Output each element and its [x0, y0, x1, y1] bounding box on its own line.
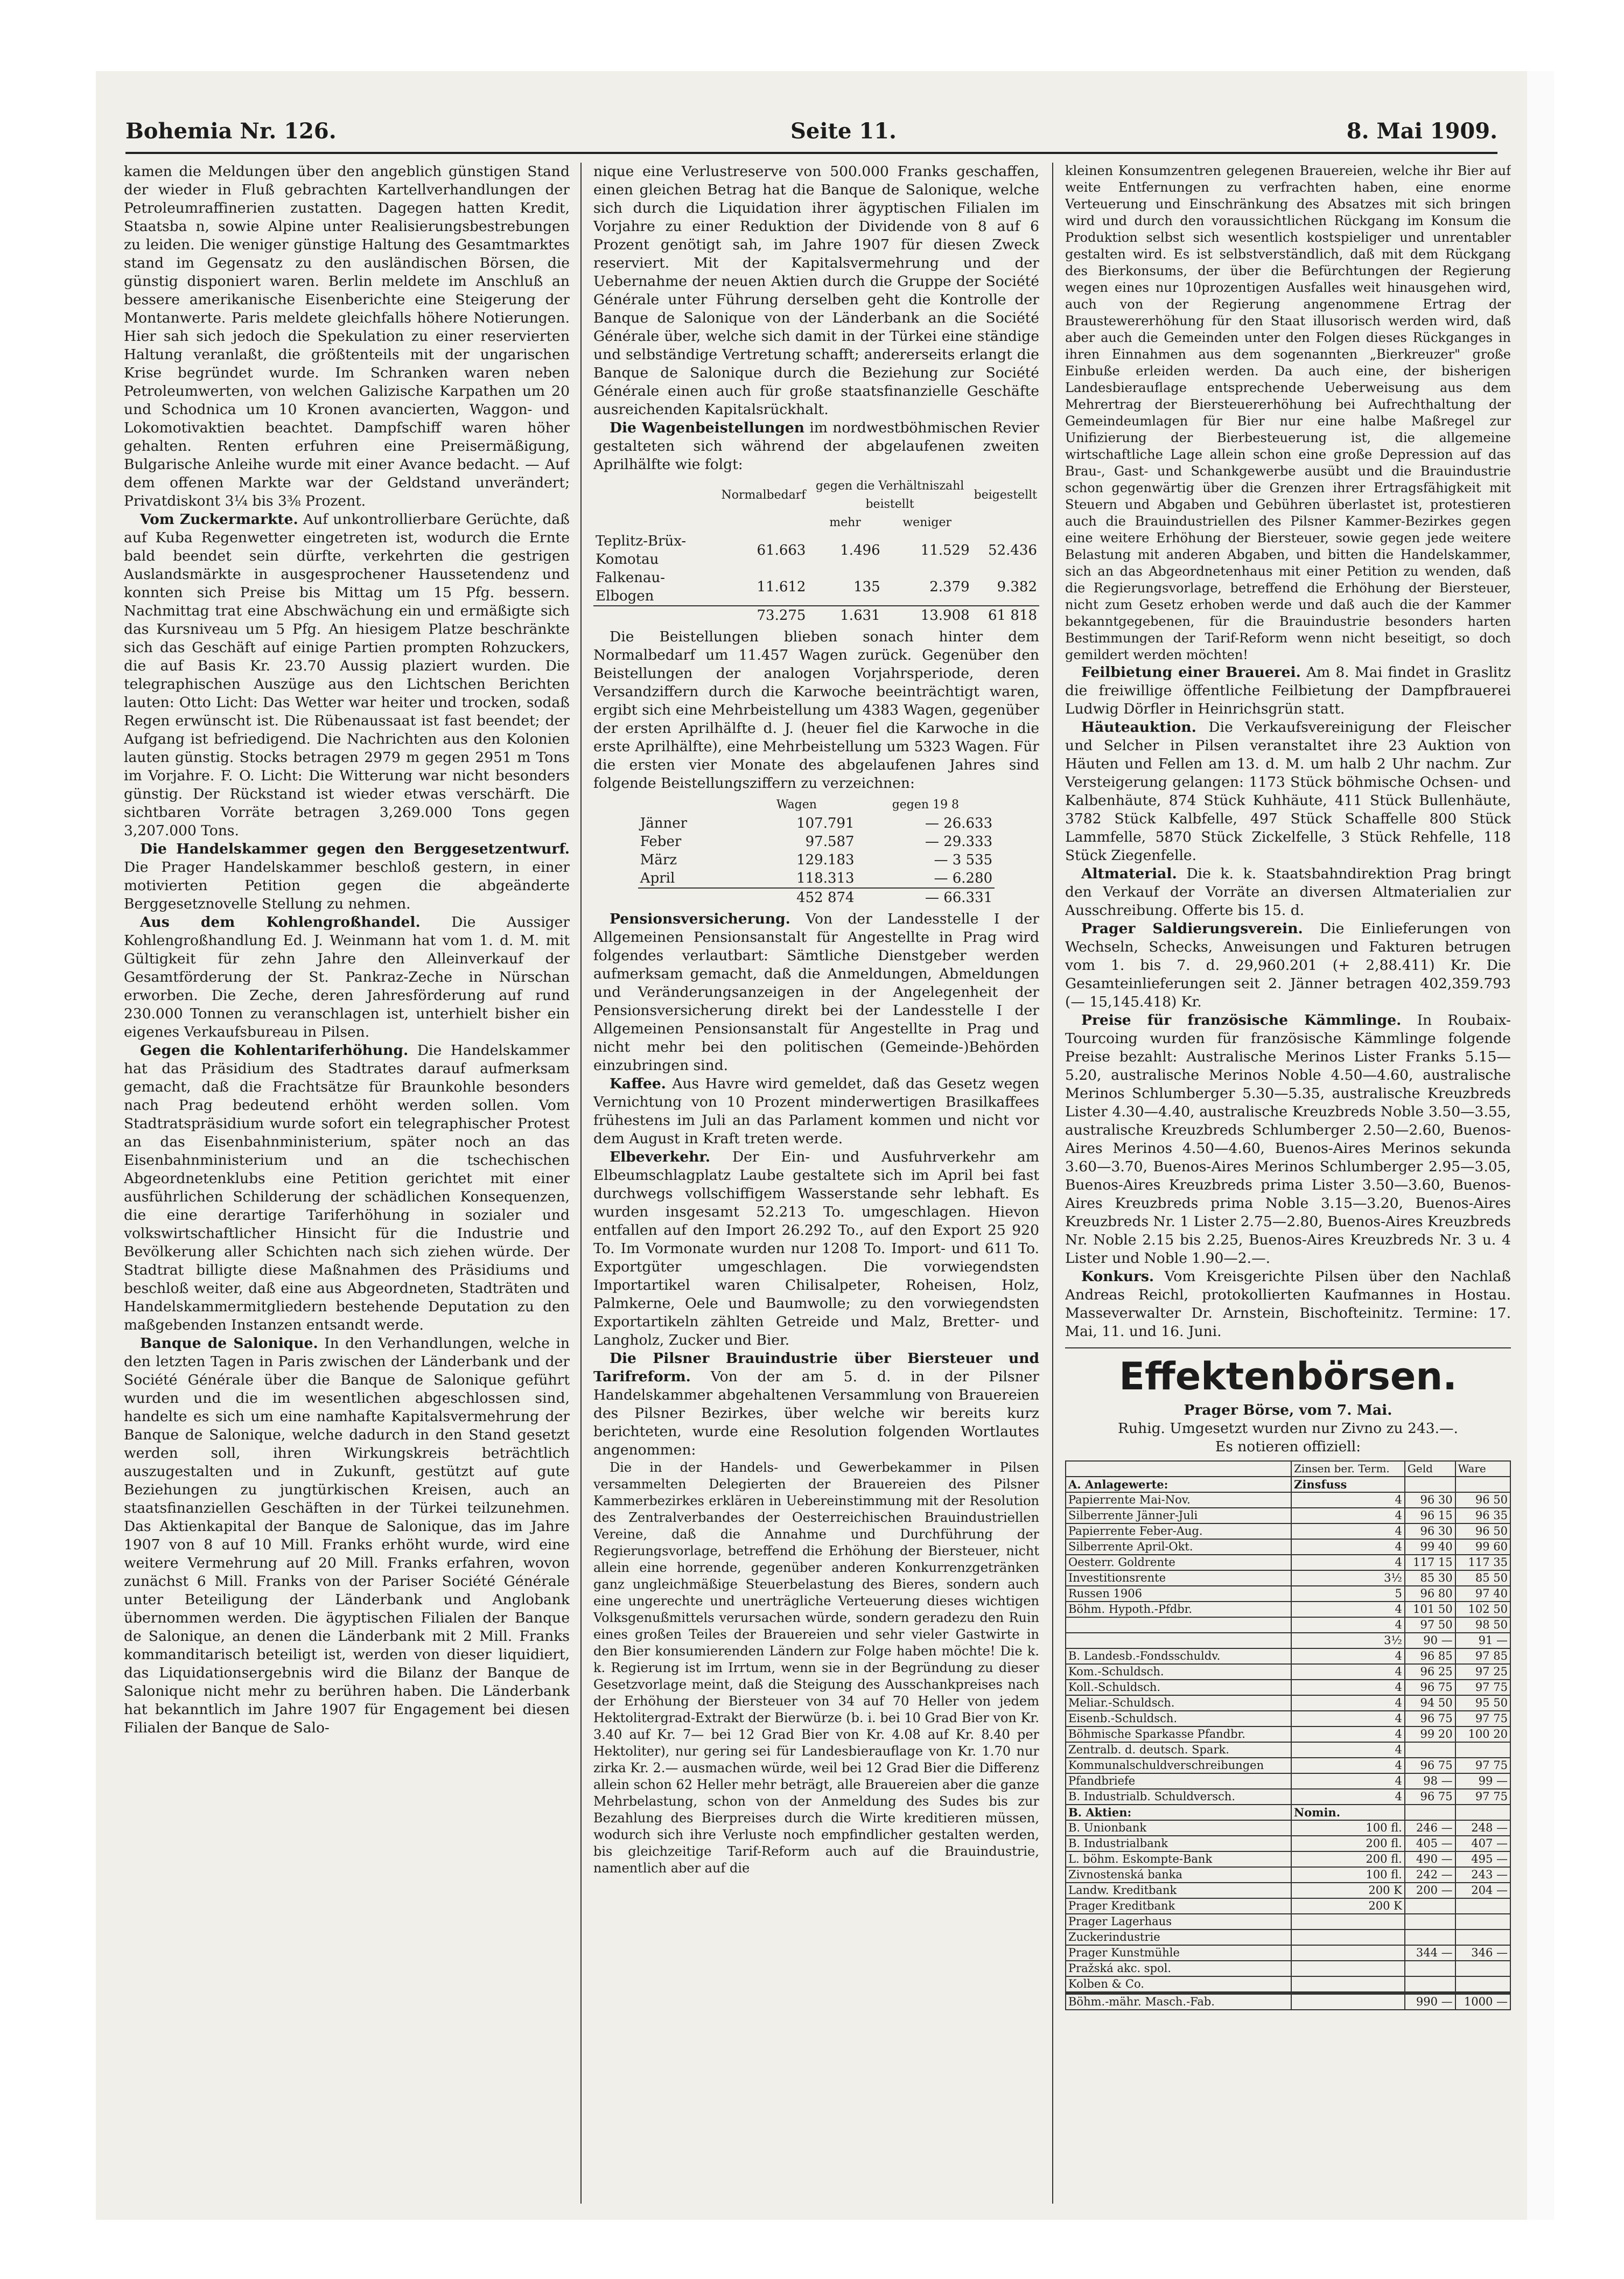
- table-cell: 99 60: [1455, 1539, 1510, 1555]
- table-cell: 11.529: [920, 542, 970, 558]
- table-cell: 200 —: [1405, 1883, 1455, 1898]
- table-cell: 97 75: [1455, 1789, 1510, 1805]
- table-row: [1066, 1664, 1510, 1680]
- table-cell: 98 50: [1455, 1617, 1510, 1633]
- table-row: [1066, 1758, 1510, 1773]
- table-row: [1066, 1851, 1510, 1867]
- table-cell: L. böhm. Eskompte-Bank: [1066, 1851, 1291, 1867]
- table-cell: 407 —: [1455, 1836, 1510, 1851]
- table-cell: 91 —: [1455, 1633, 1510, 1648]
- table-cell: 11.612: [757, 579, 806, 595]
- table-cell: B. Landesb.-Fondsschuldv.: [1066, 1648, 1291, 1664]
- table-cell: 96 80: [1405, 1586, 1455, 1602]
- table-cell: Kom.-Schuldsch.: [1066, 1664, 1291, 1680]
- wagon-table: [593, 477, 1039, 625]
- table-cell: Silberrente Jänner-Juli: [1066, 1508, 1291, 1523]
- table-cell: 94 50: [1405, 1695, 1455, 1711]
- table-row: [1066, 1508, 1510, 1523]
- table-cell: 4: [1291, 1711, 1405, 1726]
- table-cell: 97 75: [1455, 1711, 1510, 1726]
- table-cell: 100 20: [1455, 1726, 1510, 1742]
- table-row: [638, 869, 995, 888]
- table-row: [1066, 1555, 1510, 1570]
- table-cell: 4: [1291, 1508, 1405, 1523]
- article: [124, 1334, 570, 1737]
- exchange-note: Ruhig. Umgesetzt wurden nur Zivno zu 243.—.: [1118, 1420, 1458, 1437]
- table-cell: — 3 535: [934, 852, 993, 868]
- table-row: [1066, 1883, 1510, 1898]
- article-text: nique eine Verlustreserve von 500.000 Franks geschaffen, einen gleichen Betrag hat die Banque de Salonique, welche sich durch die Liquidation ihrer ägyptischen Filialen im Vorjahre zu einer Reduktion der Dividende von 8 auf 6 Prozent genötigt sah, im Jahre 1907 für diesen Zweck reserviert. Mit der Kapitalsvermehrung und der Uebernahme der neuen Aktien durch die Gruppe der Société Générale unter Führung derselben geht die Kontrolle der Banque de Salonique von der Länderbank an die Société Générale über, welche sich damit in der Türkei eine ständige und selbständige Vertretung schafft; andererseits erlangt die Banque de Salonique durch die Beziehung zur Société Générale einen auch für große staatsfinanzielle Geschäfte ausreichenden Kapitalsrückhalt.: [593, 163, 1039, 418]
- table-cell: Oesterr. Goldrente: [1066, 1555, 1291, 1570]
- table-row: [1066, 1898, 1510, 1914]
- article-text: In Roubaix-Tourcoing wurden für französische Kämmlinge folgende Preise bezahlt: Australische Merinos Lister Franks 5.15—5.20, australische Merinos Noble 4.50—4.60, australische Merinos Schlumberger 5.30—5.35, australische Kreuzbreds Lister 4.30—4.40, australische Kreuzbreds Noble 3.50—3.55, australische Kreuzbreds Schlumberger 2.50—2.60, Buenos-Aires Merinos 4.50—4.60, Buenos-Aires Merinos sekunda 3.60—3.70, Buenos-Aires Merinos Schlumberger 2.95—3.05, Buenos-Aires Kreuzbreds prima Lister 3.50—3.60, Buenos-Aires Kreuzbreds prima Noble 3.15—3.20, Buenos-Aires Kreuzbreds Nr. 1 Lister 2.75—2.80, Buenos-Aires Kreuzbreds Nr. Noble 2.15 bis 2.25, Buenos-Aires Kreuzbreds Nr. 3 u. 4 Lister und Noble 1.90—2.—.: [1065, 1012, 1511, 1267]
- table-row: [1066, 1602, 1510, 1617]
- column-divider: [580, 163, 582, 2204]
- table-cell: 4: [1291, 1726, 1405, 1742]
- table-cell: 243 —: [1455, 1867, 1510, 1883]
- table-cell: Kolben & Co.: [1066, 1976, 1291, 1992]
- table-cell: 96 15: [1405, 1508, 1455, 1523]
- exchange-subtitle: Prager Börse, vom 7. Mai.: [1184, 1402, 1392, 1418]
- table-header: Geld: [1405, 1461, 1455, 1477]
- table-cell: 95 50: [1455, 1695, 1510, 1711]
- table-cell: 248 —: [1455, 1820, 1510, 1836]
- table-cell: 96 75: [1405, 1711, 1455, 1726]
- article-text: Die k. k. Staatsbahndirektion Prag bringt den Verkauf der Vorräte an diversen Altmaterialien zur Ausschreibung. Offerte bis 15. d.: [1065, 865, 1511, 919]
- table-cell: Zuckerindustrie: [1066, 1930, 1291, 1945]
- table-cell: Pražská akc. spol.: [1066, 1961, 1291, 1976]
- wagon-table-header: [593, 477, 719, 514]
- table-cell: Papierrente Feber-Aug.: [1066, 1523, 1291, 1539]
- column-2: [593, 163, 1039, 2204]
- table-cell: Böhmische Sparkasse Pfandbr.: [1066, 1726, 1291, 1742]
- table-cell: 99 40: [1405, 1539, 1455, 1555]
- table-row: [1066, 1570, 1510, 1586]
- table-cell: Pfandbriefe: [1066, 1773, 1291, 1789]
- resolution-text: Die in der Handels- und Gewerbekammer in Pilsen versammelten Delegierten der Brauereien des Pilsner Kammerbezirkes erklären in Uebereinstimmung mit der Resolution des Zentralverbandes der Oesterreichischen Brauindustriellen Vereine, daß die Annahme und Durchführung der Regierungsvorlage, betreffend die Erhöhung der Biersteuer, nicht allein eine horrende, gegenüber anderen Konkurrenzgetränken ganz ungleichmäßige Steuerbelastung des Bieres, sondern auch eine ungerechte und unerträgliche Verteuerung dieses wichtigen Volksgenußmittels verursachen würde, sondern geradezu den Ruin eines großen Teiles der Brauereien und sehr vieler Gastwirte in den Bier konsumierenden Ländern zur Folge haben möchte! Die k. k. Regierung ist im Irrtum, wenn sie in der Begründung zu dieser Gesetzvorlage meint, daß die Steigung des Ausschankpreises nach der Erhöhung der Biersteuer von 34 auf 70 Heller von jedem Hektolitergrad-Extrakt der Bierwürze (b. i. bei 10 Grad Bier von Kr. 3.40 auf Kr. 7— bei 12 Grad Bier von Kr. 4.08 auf Kr. 8.40 per Hektoliter), nur gering sei für Landesbierauflage von Kr. 1.70 nur zirka Kr. 2.— ausmachen würde, weil bei 12 Grad Bier die Differenz allein schon 62 Heller mehr beträgt, alle Brauereien aber die ganze Mehrbelastung, schon von der Anmeldung des Sudes bis zur Bezahlung des Bierpreises durch die Wirte kreditieren müssen, wodurch sich ihre Verluste noch empfindlicher gestalten werden, bis gleichzeitige Tarif-Reform auch auf die Brauindustrie, namentlich aber auf die: [593, 1460, 1039, 1876]
- article-heading: Gegen die Kohlentariferhöhung.: [140, 1042, 409, 1059]
- table-cell: [1066, 1617, 1291, 1633]
- anlagewerte-rows: [1066, 1492, 1510, 1805]
- table-cell: März: [640, 852, 677, 868]
- table-row: [1066, 1789, 1510, 1805]
- table-section-label: A. Anlagewerte:: [1066, 1477, 1291, 1492]
- table-cell: 129.183: [796, 852, 855, 868]
- article-heading: Feilbietung einer Brauerei.: [1081, 664, 1301, 681]
- table-cell: 99 20: [1405, 1726, 1455, 1742]
- table-cell: [593, 606, 719, 625]
- table-row: [1066, 1867, 1510, 1883]
- table-cell: 85 30: [1405, 1570, 1455, 1586]
- table-cell: 107.791: [796, 815, 855, 831]
- wagon-table-header: mehr: [829, 516, 861, 529]
- table-header: [1066, 1461, 1291, 1477]
- table-cell: 13.908: [883, 606, 972, 625]
- column-divider: [1052, 163, 1053, 2204]
- table-cell: April: [640, 870, 675, 886]
- table-cell: Prager Lagerhaus: [1066, 1914, 1291, 1930]
- table-row: [638, 814, 995, 833]
- table-cell: 101 50: [1405, 1602, 1455, 1617]
- table-cell: [1291, 1961, 1405, 1976]
- article-text: Von der am 5. d. in der Pilsner Handelskammer abgehaltenen Versammlung von Brauereien des Pilsner Bezirkes, über welche wir bereits kurz berichteten, wurde eine Resolution folgenden Wortlautes angenommen:: [593, 1368, 1039, 1458]
- article-text: Von der Landesstelle I der Allgemeinen Pensionsanstalt für Angestellte in Prag wird folgendes verlautbart: Sämtliche Dienstgeber werden aufmerksam gemacht, daß die Anmeldungen, Abmeldungen und Veränderungsanzeigen in der Angelegenheit der Pensionsversicherung direkt bei der Landesstelle I der Allgemeinen Pensionsanstalt für Angestellte in Prag und nicht mehr bei den politischen (Gemeinde-)Behörden einzubringen sind.: [593, 911, 1039, 1074]
- header-date: 8. Mai 1909.: [1346, 118, 1497, 144]
- table-row: [1066, 1976, 1510, 1992]
- table-cell: 495 —: [1455, 1851, 1510, 1867]
- table-cell: — 6.280: [934, 870, 993, 886]
- table-cell: [1455, 1976, 1510, 1992]
- section-title: Effektenbörsen.: [1119, 1354, 1457, 1399]
- table-row: [1066, 1961, 1510, 1976]
- table-cell: Böhm. Hypoth.-Pfdbr.: [1066, 1602, 1291, 1617]
- table-cell: [1455, 1914, 1510, 1930]
- table-cell: 490 —: [1405, 1851, 1455, 1867]
- table-cell: 117 15: [1405, 1555, 1455, 1570]
- scan-edge: [1527, 71, 1554, 2220]
- article: [124, 913, 570, 1041]
- table-cell: 1000 —: [1455, 1994, 1510, 2010]
- table-cell: [1405, 1742, 1455, 1758]
- newspaper-page: [96, 71, 1527, 2220]
- article-text: Die Prager Handelskammer beschloß gestern, in einer motivierten Petition gegen die abgeänderte Berggesetznovelle Stellung zu nehmen.: [124, 859, 570, 912]
- article-text: Die Aussiger Kohlengroßhandlung Ed. J. Weinmann hat vom 1. d. M. mit Gültigkeit für zehn Jahre den Alleinverkauf der Gesamtförderung der St. Pankraz-Zeche in Nürschan erworben. Die Zeche, deren Jahresförderung auf rund 230.000 Tonnen zu veranschlagen ist, unterhielt bisher ein eigenes Verkaufsbureau in Pilsen.: [124, 914, 570, 1040]
- article-heading: Pensionsversicherung.: [610, 911, 790, 927]
- table-cell: Zentralb. d. deutsch. Spark.: [1066, 1742, 1291, 1758]
- table-cell: 96 30: [1405, 1523, 1455, 1539]
- table-cell: Papierrente Mai-Nov.: [1066, 1492, 1291, 1508]
- table-cell: 4: [1291, 1523, 1405, 1539]
- article: [1065, 920, 1511, 1011]
- table-cell: 4: [1291, 1492, 1405, 1508]
- table-header: [638, 796, 737, 814]
- table-cell: 4: [1291, 1680, 1405, 1695]
- table-header: gegen 19 8: [892, 798, 960, 812]
- table-row: [1066, 1539, 1510, 1555]
- table-cell: Böhm.-mähr. Masch.-Fab.: [1066, 1994, 1291, 2010]
- article: [1065, 865, 1511, 920]
- table-row: [1066, 1930, 1510, 1945]
- table-cell: Jänner: [640, 815, 688, 831]
- table-row: [1066, 1617, 1510, 1633]
- table-row: [1066, 1945, 1510, 1961]
- table-cell: 96 75: [1405, 1680, 1455, 1695]
- article-text: Vom Kreisgerichte Pilsen über den Nachlaß Andreas Reichl, protokollierten Kaufmannes in Hostau. Masseverwalter Dr. Arnstein, Bischofteinitz. Termine: 17. Mai, 11. und 16. Juni.: [1065, 1268, 1511, 1340]
- table-cell: 97 85: [1455, 1648, 1510, 1664]
- table-cell: 97 50: [1405, 1617, 1455, 1633]
- table-cell: 96 50: [1455, 1523, 1510, 1539]
- table-cell: 90 —: [1405, 1633, 1455, 1648]
- table-cell: 405 —: [1405, 1836, 1455, 1851]
- article-heading: Elbeverkehr.: [610, 1149, 711, 1165]
- article: [1065, 718, 1511, 865]
- article: [593, 419, 1039, 474]
- table-row: [1066, 1726, 1510, 1742]
- table-section-row: [1066, 1477, 1510, 1492]
- table-cell: 4: [1291, 1758, 1405, 1773]
- article-heading: Altmaterial.: [1081, 865, 1177, 882]
- table-cell: Eisenb.-Schuldsch.: [1066, 1711, 1291, 1726]
- table-cell: 200 K: [1291, 1883, 1405, 1898]
- table-cell: 4: [1291, 1742, 1405, 1758]
- table-cell: [1455, 1930, 1510, 1945]
- table-row: [1066, 1820, 1510, 1836]
- table-cell: 99 —: [1455, 1773, 1510, 1789]
- table-cell: Teplitz-Brüx-Komotau: [596, 533, 687, 568]
- table-cell: [1405, 1898, 1455, 1914]
- table-cell: Prager Kunstmühle: [1066, 1945, 1291, 1961]
- article-heading: Banque de Salonique.: [140, 1335, 318, 1352]
- table-cell: Falkenau-Elbogen: [596, 570, 666, 604]
- table-cell: 96 35: [1455, 1508, 1510, 1523]
- article: [593, 1075, 1039, 1148]
- table-section-label: B. Aktien:: [1066, 1805, 1291, 1820]
- table-cell: 61 818: [972, 606, 1039, 625]
- article: [124, 511, 570, 840]
- table-cell: 4: [1291, 1617, 1405, 1633]
- article-text: im nordwestböhmischen Revier gestalteten sich während der abgelaufenen zweiten Aprilhälfte wie folgt:: [593, 420, 1039, 473]
- table-cell: [1455, 1742, 1510, 1758]
- table-cell: [1455, 1898, 1510, 1914]
- table-cell: 3½: [1291, 1570, 1405, 1586]
- column-1: [124, 163, 570, 2204]
- table-cell: 117 35: [1455, 1555, 1510, 1570]
- table-cell: 96 75: [1405, 1789, 1455, 1805]
- table-cell: Prager Kreditbank: [1066, 1898, 1291, 1914]
- table-cell: [1291, 1976, 1405, 1992]
- table-header: Zinsen ber. Term.: [1291, 1461, 1405, 1477]
- table-cell: 3½: [1291, 1633, 1405, 1648]
- wagon-table-header: weniger: [902, 516, 952, 529]
- table-cell: Russen 1906: [1066, 1586, 1291, 1602]
- article-text: Die Verkaufsvereinigung der Fleischer und Selcher in Pilsen veranstaltet ihre 23 Auktion von Häuten und Fellen am 13. d. M. um halb 2 Uhr nachm. Zur Versteigerung gelangen: 1173 Stück böhmische Ochsen- und Kalbenhäute, 874 Stück Kuhhäute, 411 Stück Bullenhäute, 3782 Stück Kalbfelle, 497 Stück Schaffelle 800 Stück Lammfelle, 5870 Stück Zickelfelle, 3 Stück Rehfelle, 118 Stück Ziegenfelle.: [1065, 719, 1511, 864]
- table-cell: B. Industrialbank: [1066, 1836, 1291, 1851]
- table-cell: 96 25: [1405, 1664, 1455, 1680]
- table-cell: B. Industrialb. Schuldversch.: [1066, 1789, 1291, 1805]
- table-cell: 85 50: [1455, 1570, 1510, 1586]
- table-cell: 97 40: [1455, 1586, 1510, 1602]
- monthly-wagon-table: [638, 796, 995, 907]
- table-cell: [1291, 1930, 1405, 1945]
- article-text: In den Verhandlungen, welche in den letzten Tagen in Paris zwischen der Länderbank und der Société Générale über die Banque de Salonique geführt wurden und die im wesentlichen abgeschlossen sind, handelte es sich um eine namhafte Kapitalsvermehrung der Banque de Salonique, welche dadurch in den Stand gesetzt werden soll, ihren Wirkungskreis beträchtlich auszugestalten und in Zukunft, gestützt auf gute Beziehungen zu jungtürkischen Kreisen, auch an staatsfinanziellen Geschäften in der Türkei teilzunehmen. Das Aktienkapital der Banque de Salonique, das im Jahre 1907 von 8 auf 10 Mill. Franks erhöht wurde, wird eine weitere Vermehrung auf 20 Mill. Franks erfahren, wovon zunächst 6 Mill. Franks von der Pariser Société Générale unter Beteiligung der Länderbank und Anglobank übernommen werden. Die ägyptischen Filialen der Banque de Salonique, an denen die Länderbank mit 2 Mill. Franks kommanditarisch beteiligt ist, werden von dieser liquidiert, das Liquidationsergebnis wird die Bilanz der Banque de Salonique nicht mehr zu berühren haben. Die Länderbank hat bekanntlich im Jahre 1907 für Engagement bei diesen Filialen der Banque de Salo-: [124, 1335, 570, 1736]
- article-text: Der Ein- und Ausfuhrverkehr am Elbeumschlagplatz Laube gestaltete sich im April bei fast durchwegs vollschiffigem Wasserstande sehr lebhaft. Es wurden insgesamt 52.213 To. umgeschlagen. Hievon entfallen auf den Import 26.292 To., auf den Export 25 920 To. Im Vormonate wurden nur 1208 To. Import- und 611 To. Exportgüter umgeschlagen. Die vorwiegendsten Importartikel waren Chilisalpeter, Roheisen, Holz, Palmkerne, Oele und Baumwolle; zu den vorwiegendsten Exportartikeln zählten Getreide und Malz, Bretter- und Langholz, Zucker und Bier.: [593, 1149, 1039, 1348]
- table-cell: [1405, 1914, 1455, 1930]
- table-cell: 200 fl.: [1291, 1851, 1405, 1867]
- stock-quotes-table: [1065, 1460, 1511, 2010]
- article: [1065, 663, 1511, 718]
- article: [593, 910, 1039, 1075]
- table-cell: 102 50: [1455, 1602, 1510, 1617]
- table-cell: 246 —: [1405, 1820, 1455, 1836]
- table-row: [1066, 1523, 1510, 1539]
- table-section-label: Nomin.: [1291, 1805, 1405, 1820]
- table-cell: 9.382: [997, 579, 1037, 595]
- table-cell: 96 50: [1455, 1492, 1510, 1508]
- table-row: [1066, 1742, 1510, 1758]
- article: [124, 840, 570, 913]
- table-cell: 73.275: [719, 606, 808, 625]
- table-cell: 452 874: [737, 888, 856, 907]
- article-heading: Vom Zuckermarkte.: [140, 511, 298, 528]
- table-section-label: Zinsfuss: [1291, 1477, 1405, 1492]
- table-cell: [1405, 1930, 1455, 1945]
- table-row: [638, 833, 995, 851]
- article-heading: Häuteauktion.: [1081, 719, 1196, 736]
- article-heading: Prager Saldierungsverein.: [1081, 920, 1303, 937]
- table-cell: [1405, 1976, 1455, 1992]
- column-3: [1065, 163, 1511, 2204]
- header-page-number: Seite 11.: [790, 118, 897, 144]
- table-cell: 4: [1291, 1539, 1405, 1555]
- table-cell: 1.496: [840, 542, 880, 558]
- table-row: [638, 851, 995, 869]
- wagon-table-header: beigestellt: [974, 488, 1037, 502]
- table-cell: Investitionsrente: [1066, 1570, 1291, 1586]
- table-row: [593, 569, 1039, 606]
- article-text: Auf unkontrollierbare Gerüchte, daß auf Kuba Regenwetter eingetreten ist, wodurch die Ernte bald beendet sein dürfte, verkehrten die gestrigen Auslandsmärkte in ausgesprochener Haussetendenz und konnten sich Preise bis Mittag um 15 Pfg. bessern. Nachmittag trat eine Abschwächung ein und ermäßigte sich das Kursniveau um 5 Pfg. An hiesigem Platze beschränkte sich das Geschäft auf einige Partien prompten Rohzuckers, die auf Basis Kr. 23.70 Aussig plaziert wurden. Die telegraphischen Auszüge aus den Lichtschen Berichten lauten: Otto Licht: Das Wetter war heiter und trocken, sodaß Regen erwünscht ist. Die Rübenaussaat ist fast beendet; der Aufgang ist befriedigend. Die Nachrichten aus den Kolonien lauten günstig. Stocks betragen 2979 m gegen 2951 m Tons im Vorjahre. F. O. Licht: Die Witterung war nicht besonders günstig. Der Rückstand ist wieder etwas verschärft. Die sichtbaren Vorräte betragen 3,269.000 Tons gegen 3,207.000 Tons.: [124, 511, 570, 839]
- table-row: [1066, 1914, 1510, 1930]
- table-cell: 97 75: [1455, 1680, 1510, 1695]
- table-cell: Feber: [640, 834, 682, 850]
- table-cell: 135: [853, 579, 880, 595]
- table-row: [1066, 1633, 1510, 1648]
- article: [593, 1350, 1039, 1459]
- article-heading: Preise für französische Kämmlinge.: [1081, 1012, 1402, 1029]
- table-row: [1066, 1773, 1510, 1789]
- table-cell: — 29.333: [925, 834, 993, 850]
- page-header: [125, 114, 1497, 154]
- table-cell: 61.663: [757, 542, 806, 558]
- table-cell: Koll.-Schuldsch.: [1066, 1680, 1291, 1695]
- article: [1065, 1268, 1511, 1341]
- table-cell: Silberrente April-Okt.: [1066, 1539, 1291, 1555]
- table-cell: Landw. Kreditbank: [1066, 1883, 1291, 1898]
- article: [593, 1148, 1039, 1350]
- table-cell: — 66.331: [857, 888, 995, 907]
- table-row: [593, 532, 1039, 569]
- table-cell: 118.313: [796, 870, 855, 886]
- table-cell: 4: [1291, 1555, 1405, 1570]
- header-paper-issue: Bohemia Nr. 126.: [125, 118, 337, 144]
- article: [1065, 1011, 1511, 1268]
- table-row: [1066, 1711, 1510, 1726]
- table-cell: [1405, 1961, 1455, 1976]
- table-cell: 96 85: [1405, 1648, 1455, 1664]
- table-cell: [1291, 1945, 1405, 1961]
- table-cell: 100 fl.: [1291, 1867, 1405, 1883]
- section-rule: [1065, 1347, 1511, 1348]
- table-cell: 97.587: [805, 834, 855, 850]
- article-text: kamen die Meldungen über den angeblich günstigen Stand der wieder in Fluß gebrachten Kartellverhandlungen der Petroleumraffinerien zustatten. Dagegen hatten Kredit, Staatsba n, sowie Alpine unter Realisierungsbestrebungen zu leiden. Die weniger günstige Haltung des Gesamtmarktes stand im Gegensatz zu den ausländischen Börsen, die günstig disponiert waren. Berlin meldete im Anschluß an bessere amerikanische Eisenberichte eine Steigerung der Montanwerte. Paris meldete gleichfalls höhere Notierungen. Hier sah sich jedoch die Spekulation zu einer reservierten Haltung veranlaßt, die größtenteils mit der ungarischen Krise begründet wurde. Im Schranken waren neben Petroleumwerten, von welchen Galizische Karpathen um 20 und Schodnica um 10 Kronen avancierten, Waggon- und Lokomotivaktien beachtet. Dampfschiff waren höher gehalten. Renten erfuhren eine Preisermäßigung, Bulgarische Anleihe wurde mit einer Avance bedacht. — Auf dem offenen Markte war der Geldstand unverändert; Privatdiskont 3¼ bis 3⅜ Prozent.: [124, 163, 570, 509]
- table-cell: 200 fl.: [1291, 1836, 1405, 1851]
- wagon-table-group-header: gegen die Verhältniszahl beistellt: [815, 479, 964, 511]
- table-cell: Kommunalschuldverschreibungen: [1066, 1758, 1291, 1773]
- table-cell: 344 —: [1405, 1945, 1455, 1961]
- table-cell: 98 —: [1405, 1773, 1455, 1789]
- table-cell: 4: [1291, 1664, 1405, 1680]
- table-row: [1066, 1836, 1510, 1851]
- table-cell: 242 —: [1405, 1867, 1455, 1883]
- table-cell: Zivnostenská banka: [1066, 1867, 1291, 1883]
- table-row: [1066, 1680, 1510, 1695]
- table-cell: 96 30: [1405, 1492, 1455, 1508]
- table-cell: 52.436: [988, 542, 1037, 558]
- table-cell: B. Unionbank: [1066, 1820, 1291, 1836]
- table-section-row: [1066, 1805, 1510, 1820]
- table-row: [1066, 1586, 1510, 1602]
- table-row: [1066, 1648, 1510, 1664]
- table-cell: 4: [1291, 1695, 1405, 1711]
- article-text: Am 8. Mai findet in Graslitz die freiwillige öffentliche Feilbietung der Dampfbrauerei Ludwig Dörfler in Heinrichsgrün statt.: [1065, 664, 1511, 717]
- article-text: Die Beistellungen blieben sonach hinter dem Normalbedarf um 11.457 Wagen zurück. Gegenüber den Beistellungen der analogen Vorjahrsperiode, deren Versandziffern durch die Karwoche beeinträchtigt waren, ergibt sich eine Mehrbeistellung um 4383 Wagen, gegenüber der ersten Aprilhälfte d. J. (heuer fiel die Karwoche in die erste Aprilhälfte), eine Mehrbeistellung um 5323 Wagen. Für die ersten vier Monate des abgelaufenen Jahres sind folgende Beistellungsziffern zu verzeichnen:: [593, 628, 1039, 792]
- table-cell: 990 —: [1405, 1994, 1455, 2010]
- table-cell: 1.631: [808, 606, 882, 625]
- table-cell: [1291, 1994, 1405, 2010]
- article-heading: Die Pilsner Brauindustrie über Biersteuer und Tarifreform.: [593, 1350, 1039, 1385]
- exchange-note: Es notieren offiziell:: [1215, 1438, 1361, 1455]
- table-header: Wagen: [776, 798, 817, 812]
- table-sum-row: [593, 606, 1039, 625]
- table-cell: 2.379: [929, 579, 970, 595]
- table-cell: 204 —: [1455, 1883, 1510, 1898]
- table-cell: 4: [1291, 1602, 1405, 1617]
- article-text: Aus Havre wird gemeldet, daß das Gesetz wegen Vernichtung von 10 Prozent minderwertigen Brasilkaffees frühestens im Juli an das Parlament kommen und nicht vor dem August in Kraft treten werde.: [593, 1075, 1039, 1147]
- table-cell: Meliar.-Schuldsch.: [1066, 1695, 1291, 1711]
- table-cell: 5: [1291, 1586, 1405, 1602]
- table-header: Ware: [1455, 1461, 1510, 1477]
- table-cell: 96 75: [1405, 1758, 1455, 1773]
- table-cell: 346 —: [1455, 1945, 1510, 1961]
- aktien-rows: [1066, 1820, 1510, 2010]
- table-cell: 97 75: [1455, 1758, 1510, 1773]
- table-cell: 4: [1291, 1773, 1405, 1789]
- article-text: Die Handelskammer hat das Präsidium des Stadtrates darauf aufmerksam gemacht, daß die Frachtsätze für Braunkohle besonders nach Prag bedeutend erhöht werden sollen. Vom Stadtratspräsidium wurde sofort ein telegraphischer Protest an das Eisenbahnministerium, später noch an das Eisenbahnministerium und an die tschechischen Abgeordnetenklubs eine Petition gerichtet mit einer ausführlichen Schilderung der schädlichen Konsequenzen, die eine derartige Tariferhöhung in sozialer und volkswirtschaftlicher Hinsicht für die Industrie und Bevölkerung aller Schichten nach sich ziehen würde. Der Stadtrat billigte diese Maßnahmen des Präsidiums und beschloß weiter, daß eine aus Abgeordneten, Stadträten und Handelskammermitgliedern bestehende Deputation zu den maßgebenden Instanzen entsandt werde.: [124, 1042, 570, 1333]
- article-heading: Aus dem Kohlengroßhandel.: [140, 914, 421, 931]
- table-row: [1066, 1994, 1510, 2010]
- table-sum-row: [638, 888, 995, 907]
- table-cell: [1455, 1961, 1510, 1976]
- table-cell: [638, 888, 737, 907]
- table-cell: — 26.633: [925, 815, 993, 831]
- resolution-text: kleinen Konsumzentren gelegenen Brauereien, welche ihr Bier auf weite Entfernungen zu verfrachten haben, eine enorme Verteuerung und Einschränkung des Absatzes mit sich bringen wird und durch den voraussichtlichen Rückgang im Konsum die Produktion selbst sich wesentlich kostspieliger und unrentabler gestalten wird. Es ist selbstverständlich, daß mit dem Rückgang des Bierkonsums, der über die Befürchtungen der Regierung wegen eines nur 10prozentigen Ausfalles weit hinausgehen wird, auch von der Regierung angenommene Ertrag der Braustewererhöhung für den Staat illusorisch werden wird, daß aber auch die Gemeinden unter den Folgen dieses Rückganges in ihren Einnahmen aus dem sogenannten „Bierkreuzer" große Einbuße erleiden werden. Da auch eine, der bisherigen Landesbierauflage entsprechende Ueberweisung aus dem Mehrertrag der Biersteuererhöhung bei Aufrechthaltung der Gemeindeumlagen für Bier nur eine halbe Maßregel zur Unifizierung der Bierbesteuerung ist, die allgemeine wirtschaftliche Lage allein schon eine große Depression auf das Brau-, Gast- und Schankgewerbe ausübt und die Brauindustrie schon gegenwärtig über die Grenzen ihrer Ertragsfähigkeit mit Steuern und Abgaben und Gebühren überlastet ist, protestieren auch die Brauindustriellen des Pilsner Kammer-Bezirkes gegen eine weitere Erhöhung der Biersteuer, sowie gegen jede weitere Belastung mit anderen Abgaben, und bitten die Handelskammer, sich an das Abgeordnetenhaus mit einer Petition zu wenden, daß die Regierungsvorlage, betreffend die Erhöhung der Biersteuer, nicht zum Gesetz erhoben werde und daß auch die der Kammer bekanntgegebenen, für die Brauindustrie besonders harten Bestimmungen der Tarif-Reform wenn nicht beseitigt, so doch gemildert werden möchten!: [1065, 163, 1511, 662]
- table-cell: [1291, 1914, 1405, 1930]
- table-cell: 4: [1291, 1648, 1405, 1664]
- article-heading: Die Wagenbeistellungen: [610, 420, 805, 436]
- article-heading: Kaffee.: [610, 1075, 666, 1092]
- table-cell: [1066, 1633, 1291, 1648]
- article: [124, 1041, 570, 1334]
- table-row: [1066, 1492, 1510, 1508]
- table-cell: 100 fl.: [1291, 1820, 1405, 1836]
- article-heading: Konkurs.: [1081, 1268, 1154, 1285]
- article-heading: Die Handelskammer gegen den Berggesetzentwurf.: [140, 841, 570, 857]
- article-text: Die Einlieferungen von Wechseln, Schecks, Anweisungen und Fakturen betrugen vom 1. bis 7. d. 29,960.201 (+ 2,88.411) Kr. Die Gesamteinlieferungen seit 2. Jänner betragen 402,359.793 (— 15,145.418) Kr.: [1065, 920, 1511, 1010]
- table-cell: 200 K: [1291, 1898, 1405, 1914]
- wagon-table-header: Normalbedarf: [721, 488, 806, 502]
- table-cell: 4: [1291, 1789, 1405, 1805]
- table-cell: 97 25: [1455, 1664, 1510, 1680]
- table-row: [1066, 1695, 1510, 1711]
